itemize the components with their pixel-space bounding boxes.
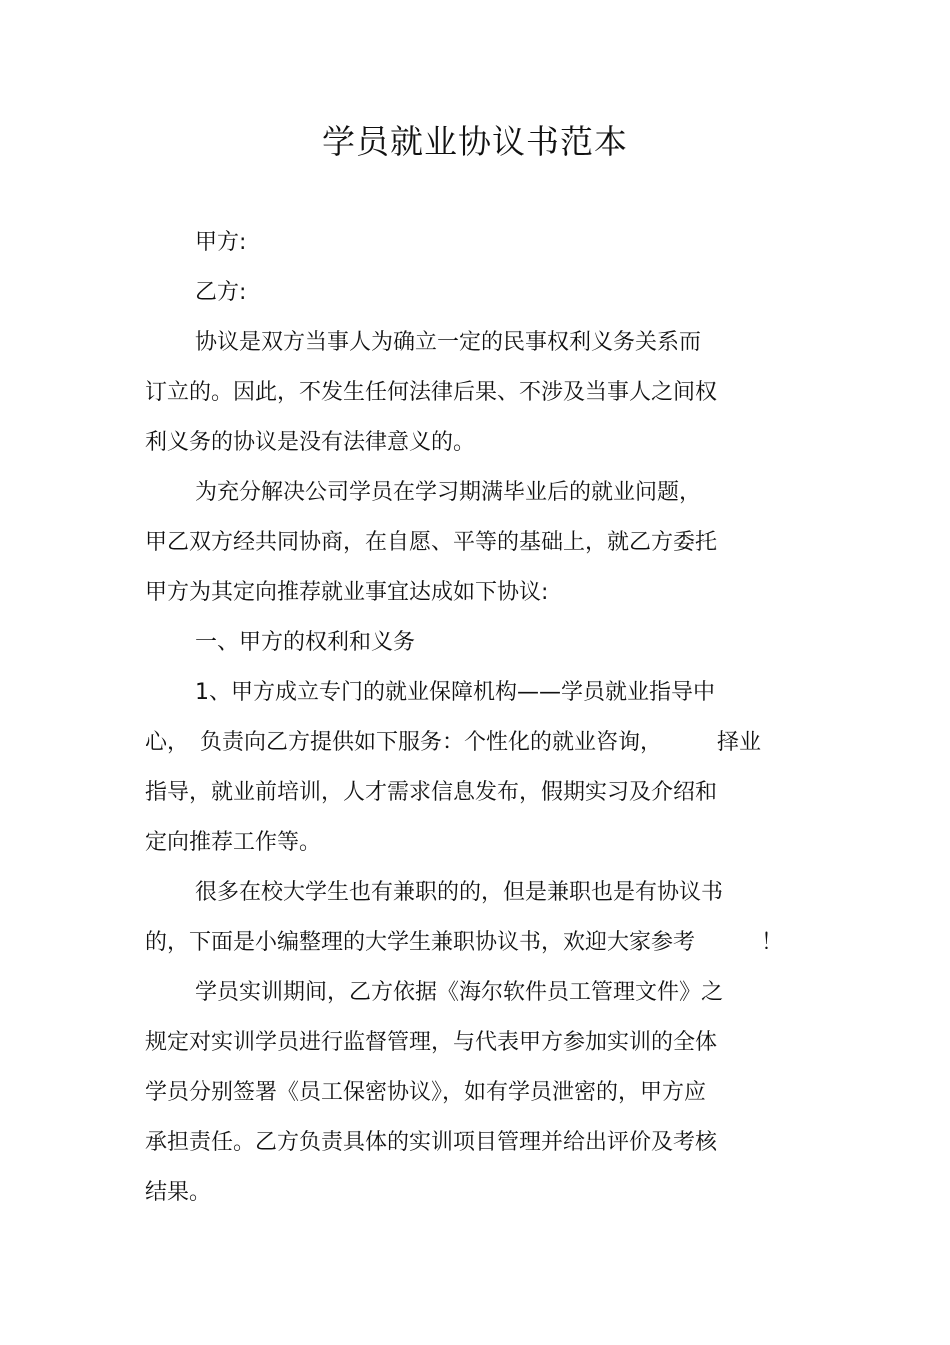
paragraph-line: 定向推荐工作等。	[145, 830, 322, 855]
paragraph-line: 甲乙双方经共同协商，在自愿、平等的基础上，就乙方委托	[145, 530, 718, 555]
paragraph-line: 承担责任。乙方负责具体的实训项目管理并给出评价及考核	[145, 1130, 718, 1155]
paragraph-line: 为充分解决公司学员在学习期满毕业后的就业问题，	[195, 480, 702, 505]
paragraph-line: 甲方为其定向推荐就业事宜达成如下协议:	[145, 580, 549, 605]
paragraph-line: 指导，就业前培训，人才需求信息发布，假期实习及介绍和	[145, 780, 718, 805]
paragraph-line: 利义务的协议是没有法律意义的。	[145, 430, 476, 455]
paragraph-line: 协议是双方当事人为确立一定的民事权利义务关系而	[195, 330, 702, 355]
paragraph-line: 订立的。因此，不发生任何法律后果、不涉及当事人之间权	[145, 380, 718, 405]
paragraph-line: 学员分别签署《员工保密协议》，如有学员泄密的，甲方应	[145, 1080, 707, 1105]
paragraph-line: 一、甲方的权利和义务	[195, 630, 416, 655]
paragraph-line: 很多在校大学生也有兼职的的，但是兼职也是有协议书	[195, 880, 724, 905]
paragraph-line: 的，下面是小编整理的大学生兼职协议书，欢迎大家参考 ！	[145, 930, 784, 955]
paragraph-line: 1、甲方成立专门的就业保障机构——学员就业指导中	[195, 680, 715, 705]
paragraph-line: 甲方:	[195, 230, 247, 255]
paragraph-line: 规定对实训学员进行监督管理，与代表甲方参加实训的全体	[145, 1030, 718, 1055]
paragraph-line: 结果。	[145, 1180, 212, 1205]
paragraph-line: 心， 负责向乙方提供如下服务：个性化的就业咨询， 择业	[145, 730, 762, 755]
paragraph-line: 学员实训期间，乙方依据《海尔软件员工管理文件》之	[195, 980, 724, 1005]
paragraph-line: 乙方:	[195, 280, 247, 305]
document-title: 学员就业协议书范本	[322, 122, 628, 161]
